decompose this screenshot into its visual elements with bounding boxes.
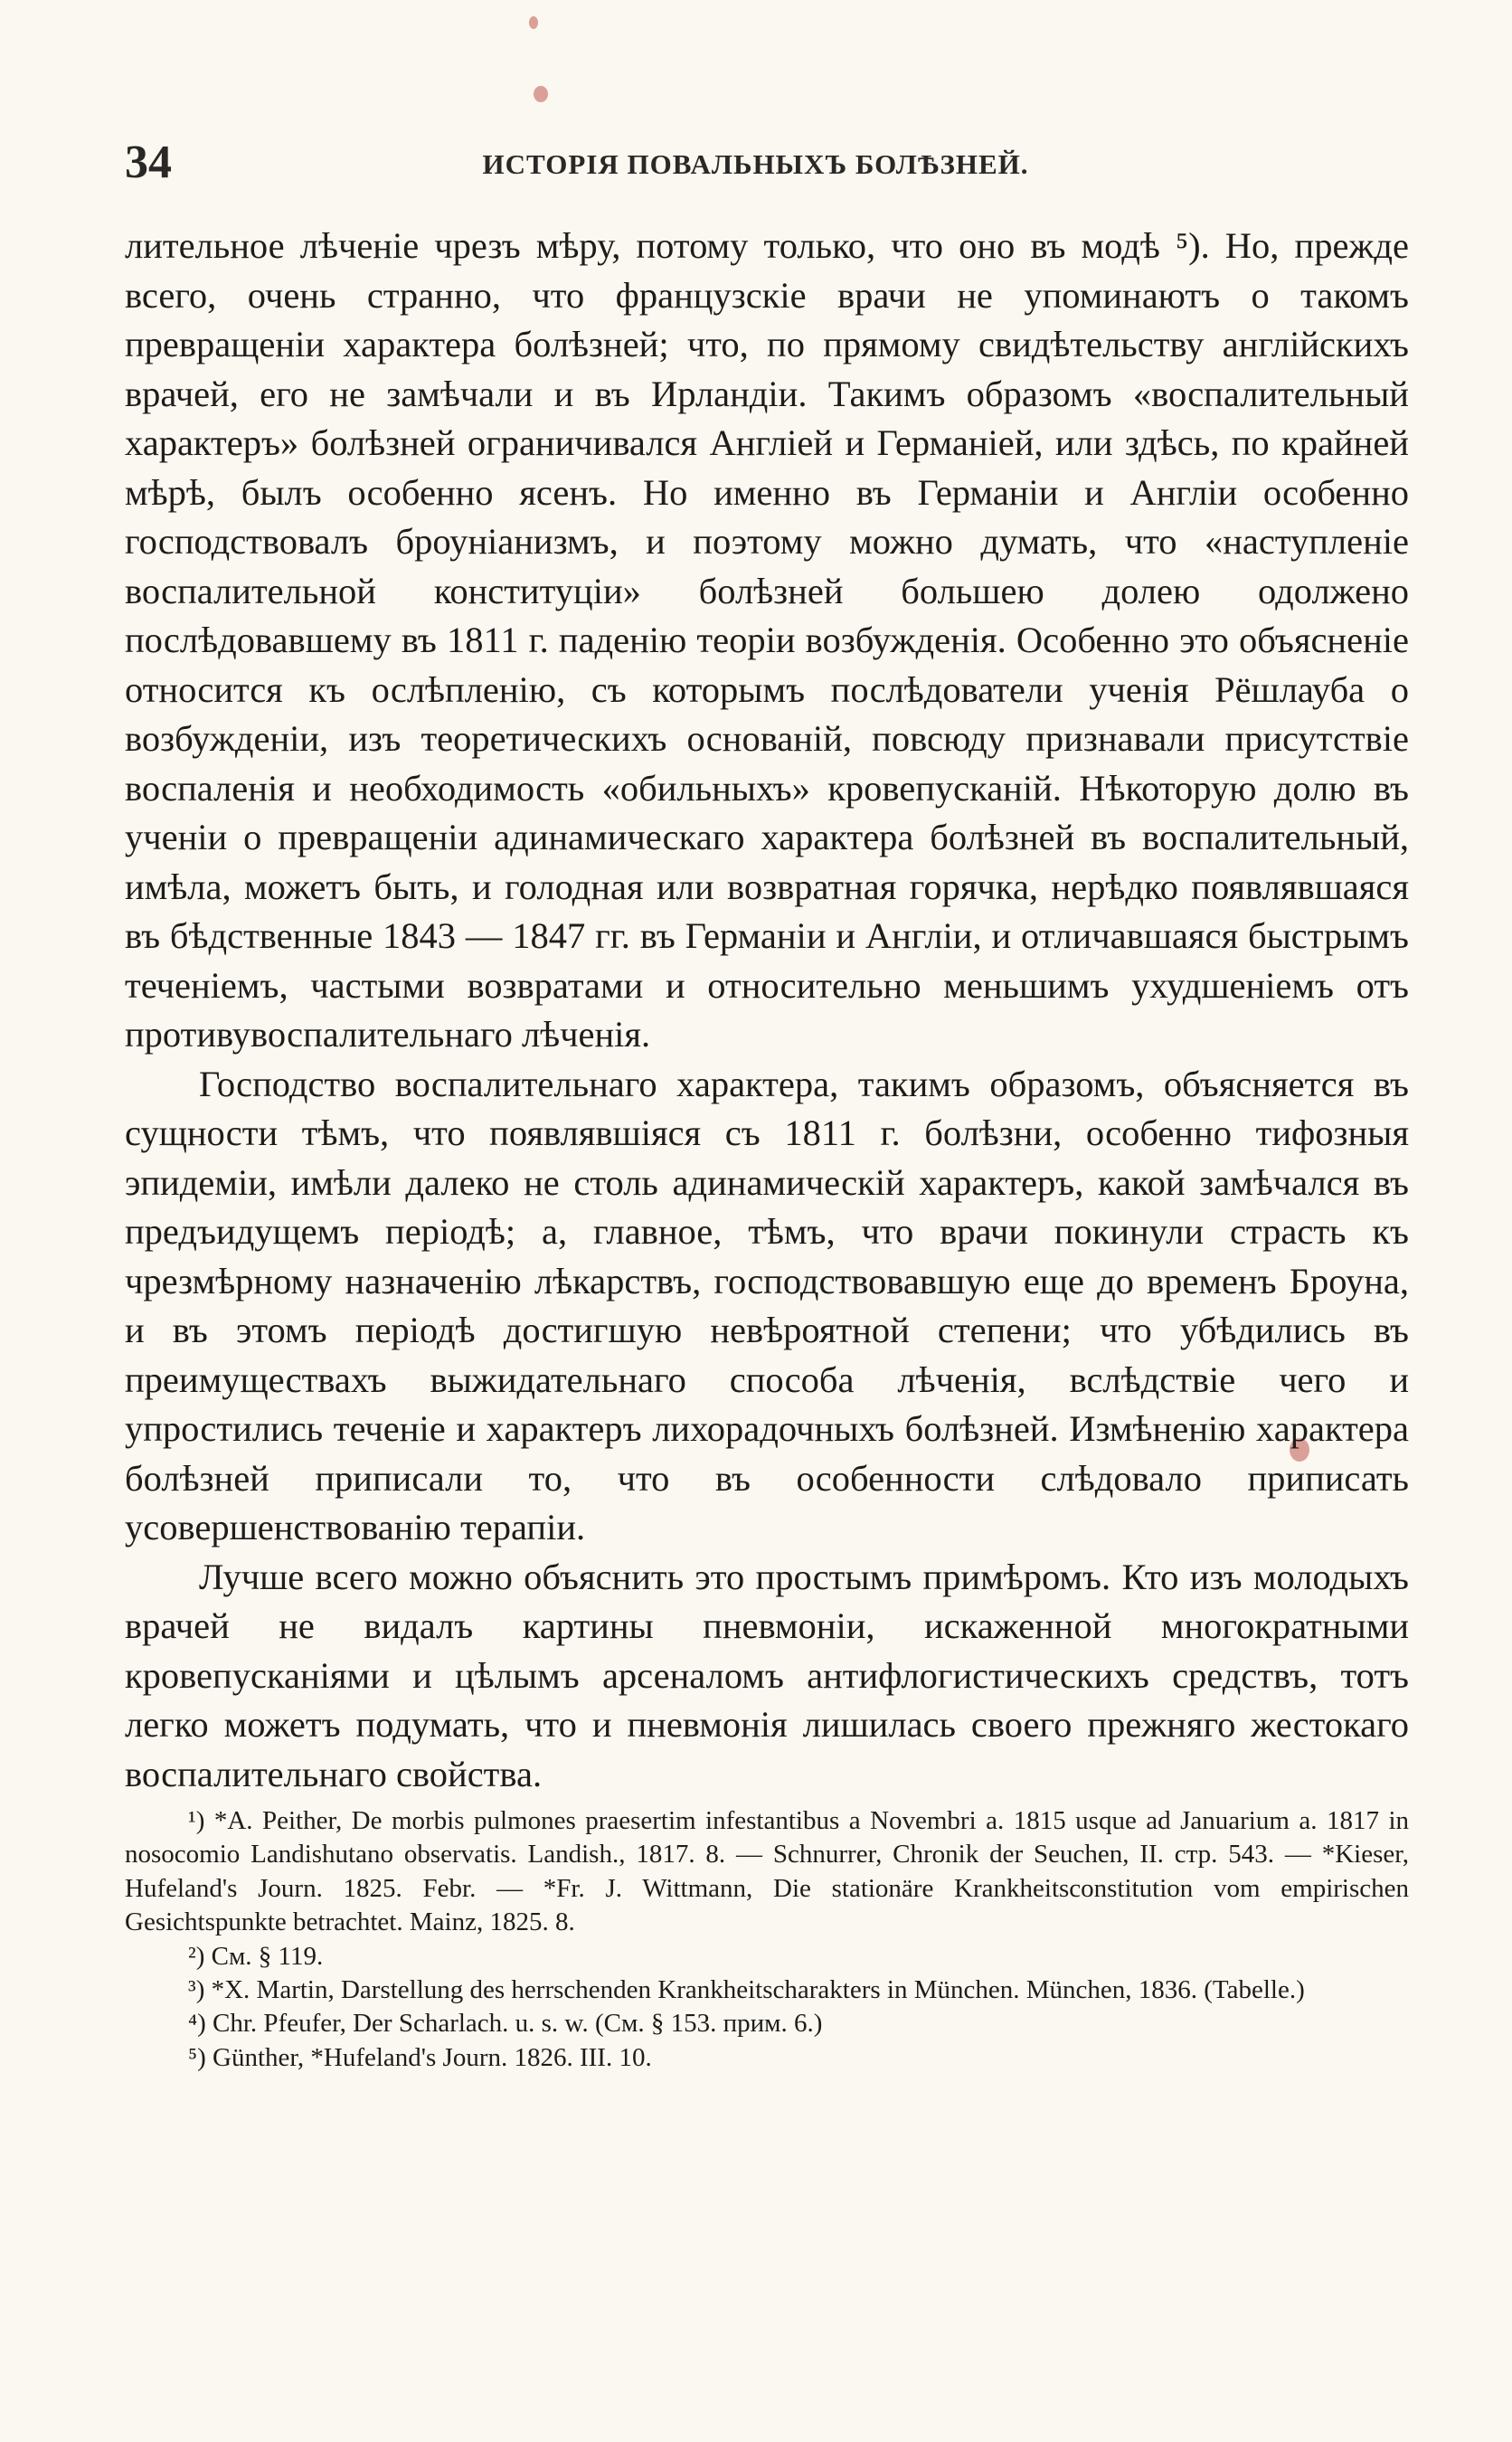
paragraph: Лучше всего можно объяснить это простымъ примѣромъ. Кто изъ молодыхъ врачей не видалъ картины пневмоніи, искаженной многократными кровепусканіями и цѣлымъ арсеналомъ антифлогистическихъ средствъ, тотъ легко можетъ подумать, что и пневмонія лишилась своего прежняго жестокаго воспалительнаго свойства. <box>125 1556 1409 1794</box>
footnote: ³) *X. Martin, Darstellung des herrschenden Krankheitscharakters in München. München, 1836. (Tabelle.) <box>188 1975 1305 2005</box>
page-header <box>125 136 1386 199</box>
paragraph: лительное лѣченіе чрезъ мѣру, потому только, что оно въ модѣ ⁵). Но, прежде всего, очень странно, что французскіе врачи не упоминаютъ о такомъ превращеніи характера болѣзней; что, по прямому свидѣтельству англійскихъ врачей, его не замѣчали и въ Ирландіи. Такимъ образомъ «воспалительный характеръ» болѣзней ограничивался Англіей и Германіей, или здѣсь, по крайней мѣрѣ, былъ особенно ясенъ. Но именно въ Германіи и Англіи особенно господствовалъ броуніанизмъ, и поэтому можно думать, что «наступленіе воспалительной конституціи» болѣзней большею долею одолжено послѣдовавшему въ 1811 г. паденію теоріи возбужденія. Особенно это объясненіе относится къ ослѣпленію, съ которымъ послѣдователи ученія Рёшлауба о возбужденіи, изъ теоретическихъ основаній, повсюду признавали присутствіе воспаленія и необходимость «обильныхъ» кровепусканій. Нѣкоторую долю въ ученіи о превращеніи адинамическаго характера болѣзней въ воспалительный, имѣла, можетъ быть, и голодная или возвратная горячка, нерѣдко появлявшаяся въ бѣдственные 1843 — 1847 гг. въ Германіи и Англіи, и отличавшаяся быстрымъ теченіемъ, частыми возвратами и относительно меньшимъ ухудшеніемъ отъ противувоспалительнаго лѣченія. <box>125 225 1409 1055</box>
footnote: ¹) *A. Peither, De morbis pulmones praesertim infestantibus a Novembri a. 1815 usque ad Januarium a. 1817 in nosocomio Landishutano observatis. Landish., 1817. 8. — Schnurrer, Chronik der Seuchen, II. стр. 543. — *Kieser, Hufeland's Journ. 1825. Febr. — *Fr. J. Wittmann, Die stationäre Krankheitsconstitution vom empirischen Gesichtspunkte betrachtet. Mainz, 1825. 8. <box>125 1806 1409 1937</box>
footnote: ⁴) Chr. Pfeufer, Der Scharlach. u. s. w. (См. § 153. прим. 6.) <box>188 2009 823 2039</box>
paragraph: Господство воспалительнаго характера, такимъ образомъ, объясняется въ сущности тѣмъ, что появлявшіяся съ 1811 г. болѣзни, особенно тифозныя эпидеміи, имѣли далеко не столь адинамическій характеръ, какой замѣчался въ предъидущемъ періодѣ; а, главное, тѣмъ, что врачи покинули страсть къ чрезмѣрному назначенію лѣкарствъ, господствовавшую еще до временъ Броуна, и въ этомъ періодѣ достигшую невѣроятной степени; что убѣдились въ преимуществахъ выжидательнаго способа лѣченія, вслѣдствіе чего и упростились теченіе и характеръ лихорадочныхъ болѣзней. Измѣненію характера болѣзней приписали то, что въ особенности слѣдовало приписать усовершенствованію терапіи. <box>125 1063 1409 1548</box>
footnotes <box>125 1804 1409 2075</box>
page-number: 34 <box>125 137 172 188</box>
footnote: ²) См. § 119. <box>188 1941 324 1971</box>
ink-spot <box>534 86 548 102</box>
main-text <box>125 222 1409 1799</box>
ink-spot <box>529 16 538 29</box>
running-title: ИСТОРІЯ ПОВАЛЬНЫХЪ БОЛѢЗНЕЙ. <box>482 148 1029 180</box>
footnote: ⁵) Günther, *Hufeland's Journ. 1826. III. 10. <box>188 2042 652 2072</box>
